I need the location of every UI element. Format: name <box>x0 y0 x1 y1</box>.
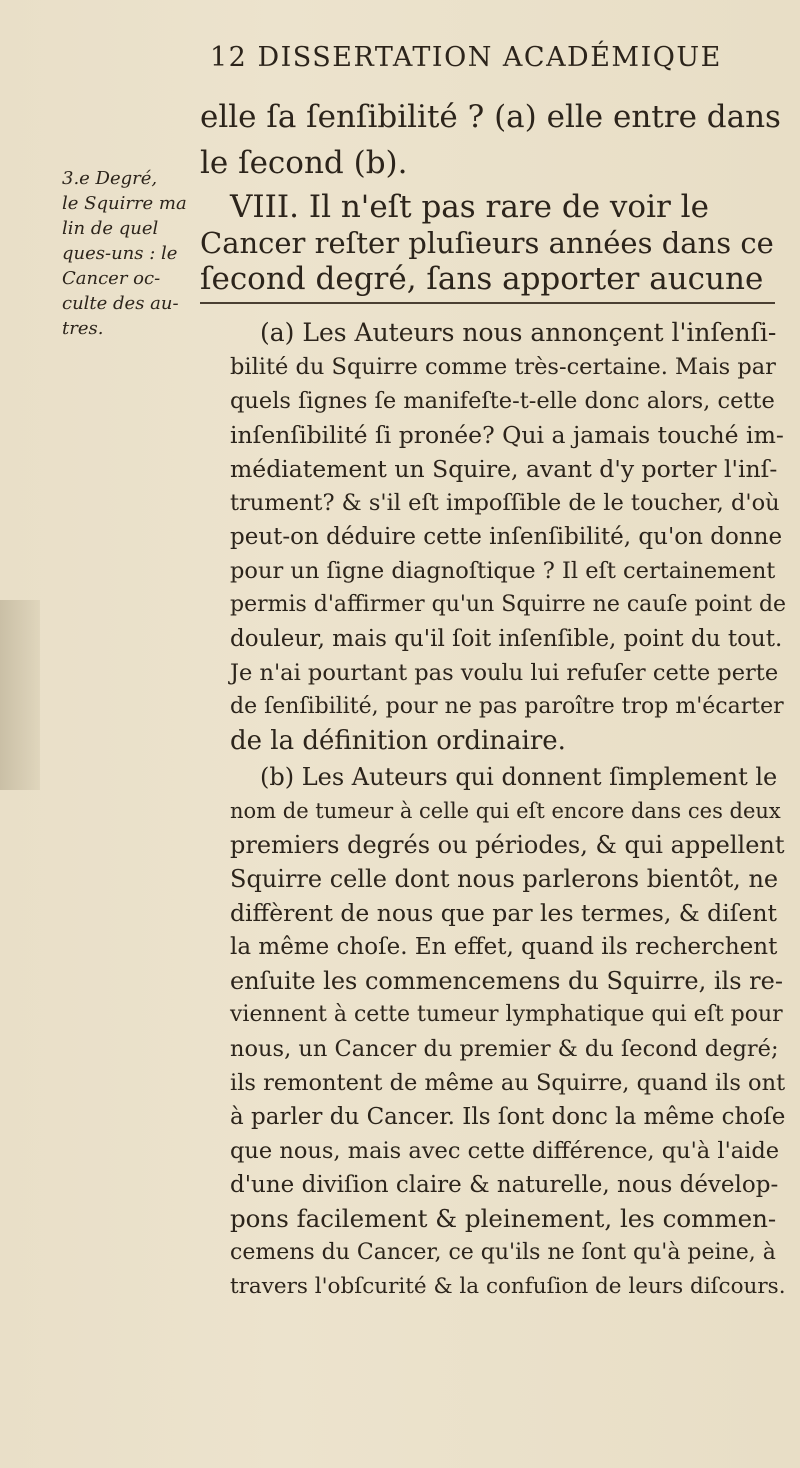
margin-note-line: Cancer oc- <box>62 268 161 289</box>
footnote-line: permis d'affirmer qu'un Squirre ne cauſe point de <box>230 592 787 617</box>
footnote-line: (a) Les Auteurs nous annonçent l'inſenſi- <box>260 318 777 347</box>
page-edge-shadow <box>0 600 40 790</box>
running-header: 12 DISSERTATION ACADÉMIQUE <box>210 42 722 73</box>
footnote-line: cemens du Cancer, ce qu'ils ne ſont qu'à peine, à <box>230 1240 776 1265</box>
footnote-line: à parler du Cancer. Ils ſont donc la même choſe <box>230 1104 786 1130</box>
body-line: Cancer reſter pluſieurs années dans ce <box>200 226 774 260</box>
margin-note-line: ques-uns : le <box>62 243 178 264</box>
footnote-line: douleur, mais qu'il ſoit inſenſible, point du tout. <box>230 626 783 652</box>
footnote-rule <box>200 302 775 304</box>
footnote-line: trument? & s'il eſt impoſſible de le toucher, d'où <box>230 490 780 516</box>
footnote-line: nom de tumeur à celle qui eſt encore dans ces deux <box>230 799 781 823</box>
footnote-line: de ſenſibilité, pour ne pas paroître trop m'écarter <box>230 694 784 719</box>
footnote-line: peut-on déduire cette inſenſibilité, qu'on donne <box>230 524 783 550</box>
margin-note-line: culte des au- <box>62 293 179 314</box>
footnote-line: ils remontent de même au Squirre, quand ils ont <box>230 1070 786 1096</box>
margin-note-line: le Squirre ma <box>62 193 187 214</box>
footnote-line: enſuite les commencemens du Squirre, ils re- <box>230 967 783 995</box>
body-line: elle ſa ſenſibilité ? (a) elle entre dans <box>200 99 781 135</box>
footnote-line: nous, un Cancer du premier & du ſecond degré; <box>230 1036 779 1062</box>
footnote-line: premiers degrés ou périodes, & qui appellent <box>230 831 785 859</box>
footnote-line: bilité du Squirre comme très-certaine. Mais par <box>230 354 776 380</box>
margin-note-line: 3.e Degré, <box>62 168 158 189</box>
footnote-line: pons facilement & pleinement, les commen- <box>230 1204 777 1233</box>
margin-note-line: lin de quel <box>62 218 159 239</box>
body-line: VIII. Il n'eſt pas rare de voir le <box>230 189 709 225</box>
body-line: ſecond degré, ſans apporter aucune <box>200 261 764 297</box>
margin-note <box>62 166 197 341</box>
footnote-line: que nous, mais avec cette différence, qu'à l'aide <box>230 1138 780 1164</box>
footnote-line: Je n'ai pourtant pas voulu lui refuſer cette perte <box>230 660 779 686</box>
footnote-line: diffèrent de nous que par les termes, & diſent <box>230 899 777 927</box>
footnote-line: travers l'obſcurité & la confuſion de leurs diſcours. <box>230 1274 786 1299</box>
footnote-line: inſenſibilité ſi pronée? Qui a jamais touché im- <box>230 421 784 449</box>
margin-note-line: tres. <box>62 318 104 339</box>
footnote-line: de la définition ordinaire. <box>230 726 566 756</box>
footnote-line: médiatement un Squire, avant d'y porter l'inſ- <box>230 455 778 483</box>
footnote-line: la même choſe. En effet, quand ils recherchent <box>230 934 778 960</box>
footnote-line: d'une diviſion claire & naturelle, nous dévelop- <box>230 1172 779 1198</box>
footnote-line: quels ſignes ſe manifeſte-t-elle donc alors, cette <box>230 388 775 414</box>
footnote-line: (b) Les Auteurs qui donnent ſimplement le <box>260 763 778 791</box>
body-line: le ſecond (b). <box>200 145 408 181</box>
footnote-line: viennent à cette tumeur lymphatique qui eſt pour <box>230 1002 783 1027</box>
footnote-line: pour un ſigne diagnoſtique ? Il eſt certainement <box>230 558 776 584</box>
footnote-line: Squirre celle dont nous parlerons bientôt, ne <box>230 865 779 893</box>
